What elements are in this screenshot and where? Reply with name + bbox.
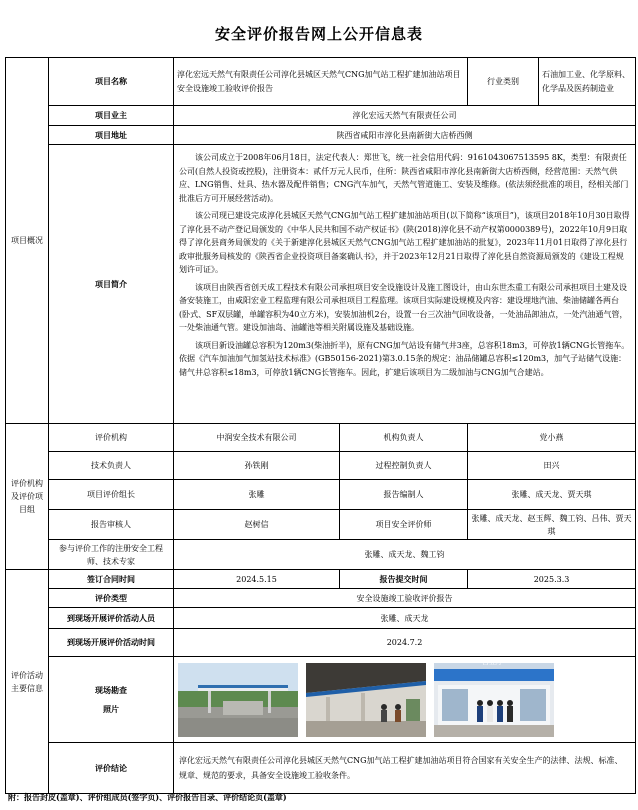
- tech-head-label: 技术负责人: [49, 452, 174, 480]
- activity-section-label: 评价活动主要信息: [6, 570, 49, 794]
- page-title: 安全评价报告网上公开信息表: [214, 25, 423, 43]
- submit-date-label: 报告提交时间: [340, 570, 468, 589]
- industry-value: 石油加工业、化学原料、化学品及医药制造业: [542, 69, 631, 93]
- eval-type-value: 安全设施竣工验收评价报告: [174, 589, 636, 608]
- team-lead-label: 项目评价组长: [49, 480, 174, 510]
- contract-date-label: 签订合同时间: [49, 570, 174, 589]
- site-time-value: 2024.7.2: [174, 629, 636, 657]
- submit-date-value: 2025.3.3: [468, 570, 636, 589]
- org-section-label: 评价机构及评价项目组: [6, 424, 49, 570]
- attachments-note: 附：报告封皮(盖章)、评价组成员(签字页)、评价报告目录、评价结论页(盖章): [8, 792, 287, 802]
- report-writer-value: 张雕、成天龙、贾天琪: [468, 480, 636, 510]
- project-name-label: 项目名称: [49, 58, 174, 106]
- address-label: 项目地址: [49, 126, 174, 145]
- industry-label: 行业类别: [468, 58, 539, 105]
- site-photos-label-line2: 照片: [103, 703, 119, 714]
- site-time-label: 到现场开展评价活动时间: [49, 629, 174, 657]
- site-staff-label: 到现场开展评价活动人员: [49, 608, 174, 629]
- site-photos-label-line1: 现场勘查: [95, 684, 127, 695]
- intro-label: 项目简介: [49, 145, 174, 424]
- site-photo-canopy-inspection: [306, 663, 426, 737]
- conclusion-value: 淳化宏远天然气有限责任公司淳化县城区天然气CNG加气站工程扩建加油站项目符合国家有关安全生产的法律、法规、标准、规章、规范的要求，具备安全设施竣工验收条件。: [174, 743, 636, 794]
- reviewer-label: 报告审核人: [49, 510, 174, 540]
- conclusion-label: 评价结论: [49, 743, 174, 794]
- intro-paragraph: 该项目由陕西省创天成工程技术有限公司承担项目安全设施设计及施工图设计，由山东世杰重工有限公司承担项目土建及设备安装施工，由咸阳宏业工程监理有限公司承担项目工程监理。该项目实际建设规模及内容：建设埋地汽油、柴油储罐各两台(卧式、SF双层罐，单罐容积为40立方米)，安装加油机2台，设置一台三次油气回收设备，一处油品卸油点，一处汽油通气管，一处柴油通气管。建设加油岛、油罐池等相关附属设施及基础设施。: [179, 282, 628, 332]
- project-section-label: 项目概况: [6, 58, 49, 424]
- report-writer-label: 报告编制人: [340, 480, 468, 510]
- site-photos-label: [49, 657, 174, 743]
- agency-head-label: 机构负责人: [340, 424, 468, 452]
- team-lead-value: 张雕: [174, 480, 340, 510]
- owner-label: 项目业主: [49, 106, 174, 126]
- eval-type-label: 评价类型: [49, 589, 174, 608]
- intro-paragraph: 该公司成立于2008年06月18日，法定代表人：郑世飞，统一社会信用代码：9161043067513595 8K，类型：有限责任公司(自然人投资或控股)，注册资本：贰仟万元人民币，住所：陕西省咸阳市淳化县南新街大店桥西侧，经营范围：天然气供应、LNG销售、灶具、热水器及配件销售；CNG汽车加气，天然气管道施工、安装及维修。(依法须经批准的项目，经相关部门批准后方可开展经营活动)。: [179, 153, 629, 203]
- intro-paragraph: 该项目新设油罐总容积为120m3(柴油折半)，原有CNG加气站设有储气井3座，总容积18m3，可停放1辆CNG长管拖车。依据《汽车加油加气加氢站技术标准》(GB50156-2021)第3.0.15条的规定：油品储罐总容积≤120m3，加气子站储气设施：储气井总容积≤18m3，可停放1辆CNG长管拖车。因此，扩建后该项目为二级加油与CNG加气合建站。: [179, 340, 630, 377]
- agency-value: 中润安全技术有限公司: [174, 424, 340, 452]
- site-photo-service-hall: [434, 663, 554, 737]
- agency-head-value: 党小燕: [468, 424, 636, 452]
- project-name-value: 淳化宏远天然气有限责任公司淳化县城区天然气CNG加气站工程扩建加油站项目安全设施竣工验收评价报告: [177, 69, 461, 93]
- agency-label: 评价机构: [49, 424, 174, 452]
- site-staff-value: 张雕、成天龙: [174, 608, 636, 629]
- safety-evaluator-value: 张雕、成天龙、赵玉辉、魏工钧、吕伟、贾天琪: [468, 510, 636, 540]
- owner-value: 淳化宏远天然气有限责任公司: [174, 106, 636, 126]
- contract-date-value: 2024.5.15: [174, 570, 340, 589]
- tech-head-value: 孙铁刚: [174, 452, 340, 480]
- site-photos: [174, 657, 636, 743]
- site-photo-station-exterior: [178, 663, 298, 737]
- safety-evaluator-label: 项目安全评价师: [340, 510, 468, 540]
- engineers-value: 张雕、成天龙、魏工钧: [174, 540, 636, 570]
- address-value: 陕西省咸阳市淳化县南新街大店桥西侧: [174, 126, 636, 145]
- intro-paragraph: 该公司现已建设完成淳化县城区天然气CNG加气站工程扩建加油站项目(以下简称“该项目”)，该项目2018年10月30日取得了淳化县不动产登记局颁发的《中华人民共和国不动产权证书》(陕(2018)淳化县不动产权第0000389号)，2022年10月9日取得了淳化县商务局颁发的《关于新建淳化县城区天然气CNG加气站工程扩建加油站的批复》，2023年11月01日取得了淳化县行政审批服务局核发的《陕西省企业投资项目备案确认书》，并于2023年12月21日取得了淳化县自然资源局颁发的《建设工程规划许可证》。: [179, 211, 630, 274]
- info-table: [5, 57, 636, 794]
- process-head-value: 田兴: [468, 452, 636, 480]
- intro-text: [174, 145, 636, 424]
- engineers-label: 参与评价工作的注册安全工程师、技术专家: [49, 540, 174, 570]
- process-head-label: 过程控制负责人: [340, 452, 468, 480]
- reviewer-value: 赵树信: [174, 510, 340, 540]
- photo-sign-text: 营业厅: [482, 657, 503, 666]
